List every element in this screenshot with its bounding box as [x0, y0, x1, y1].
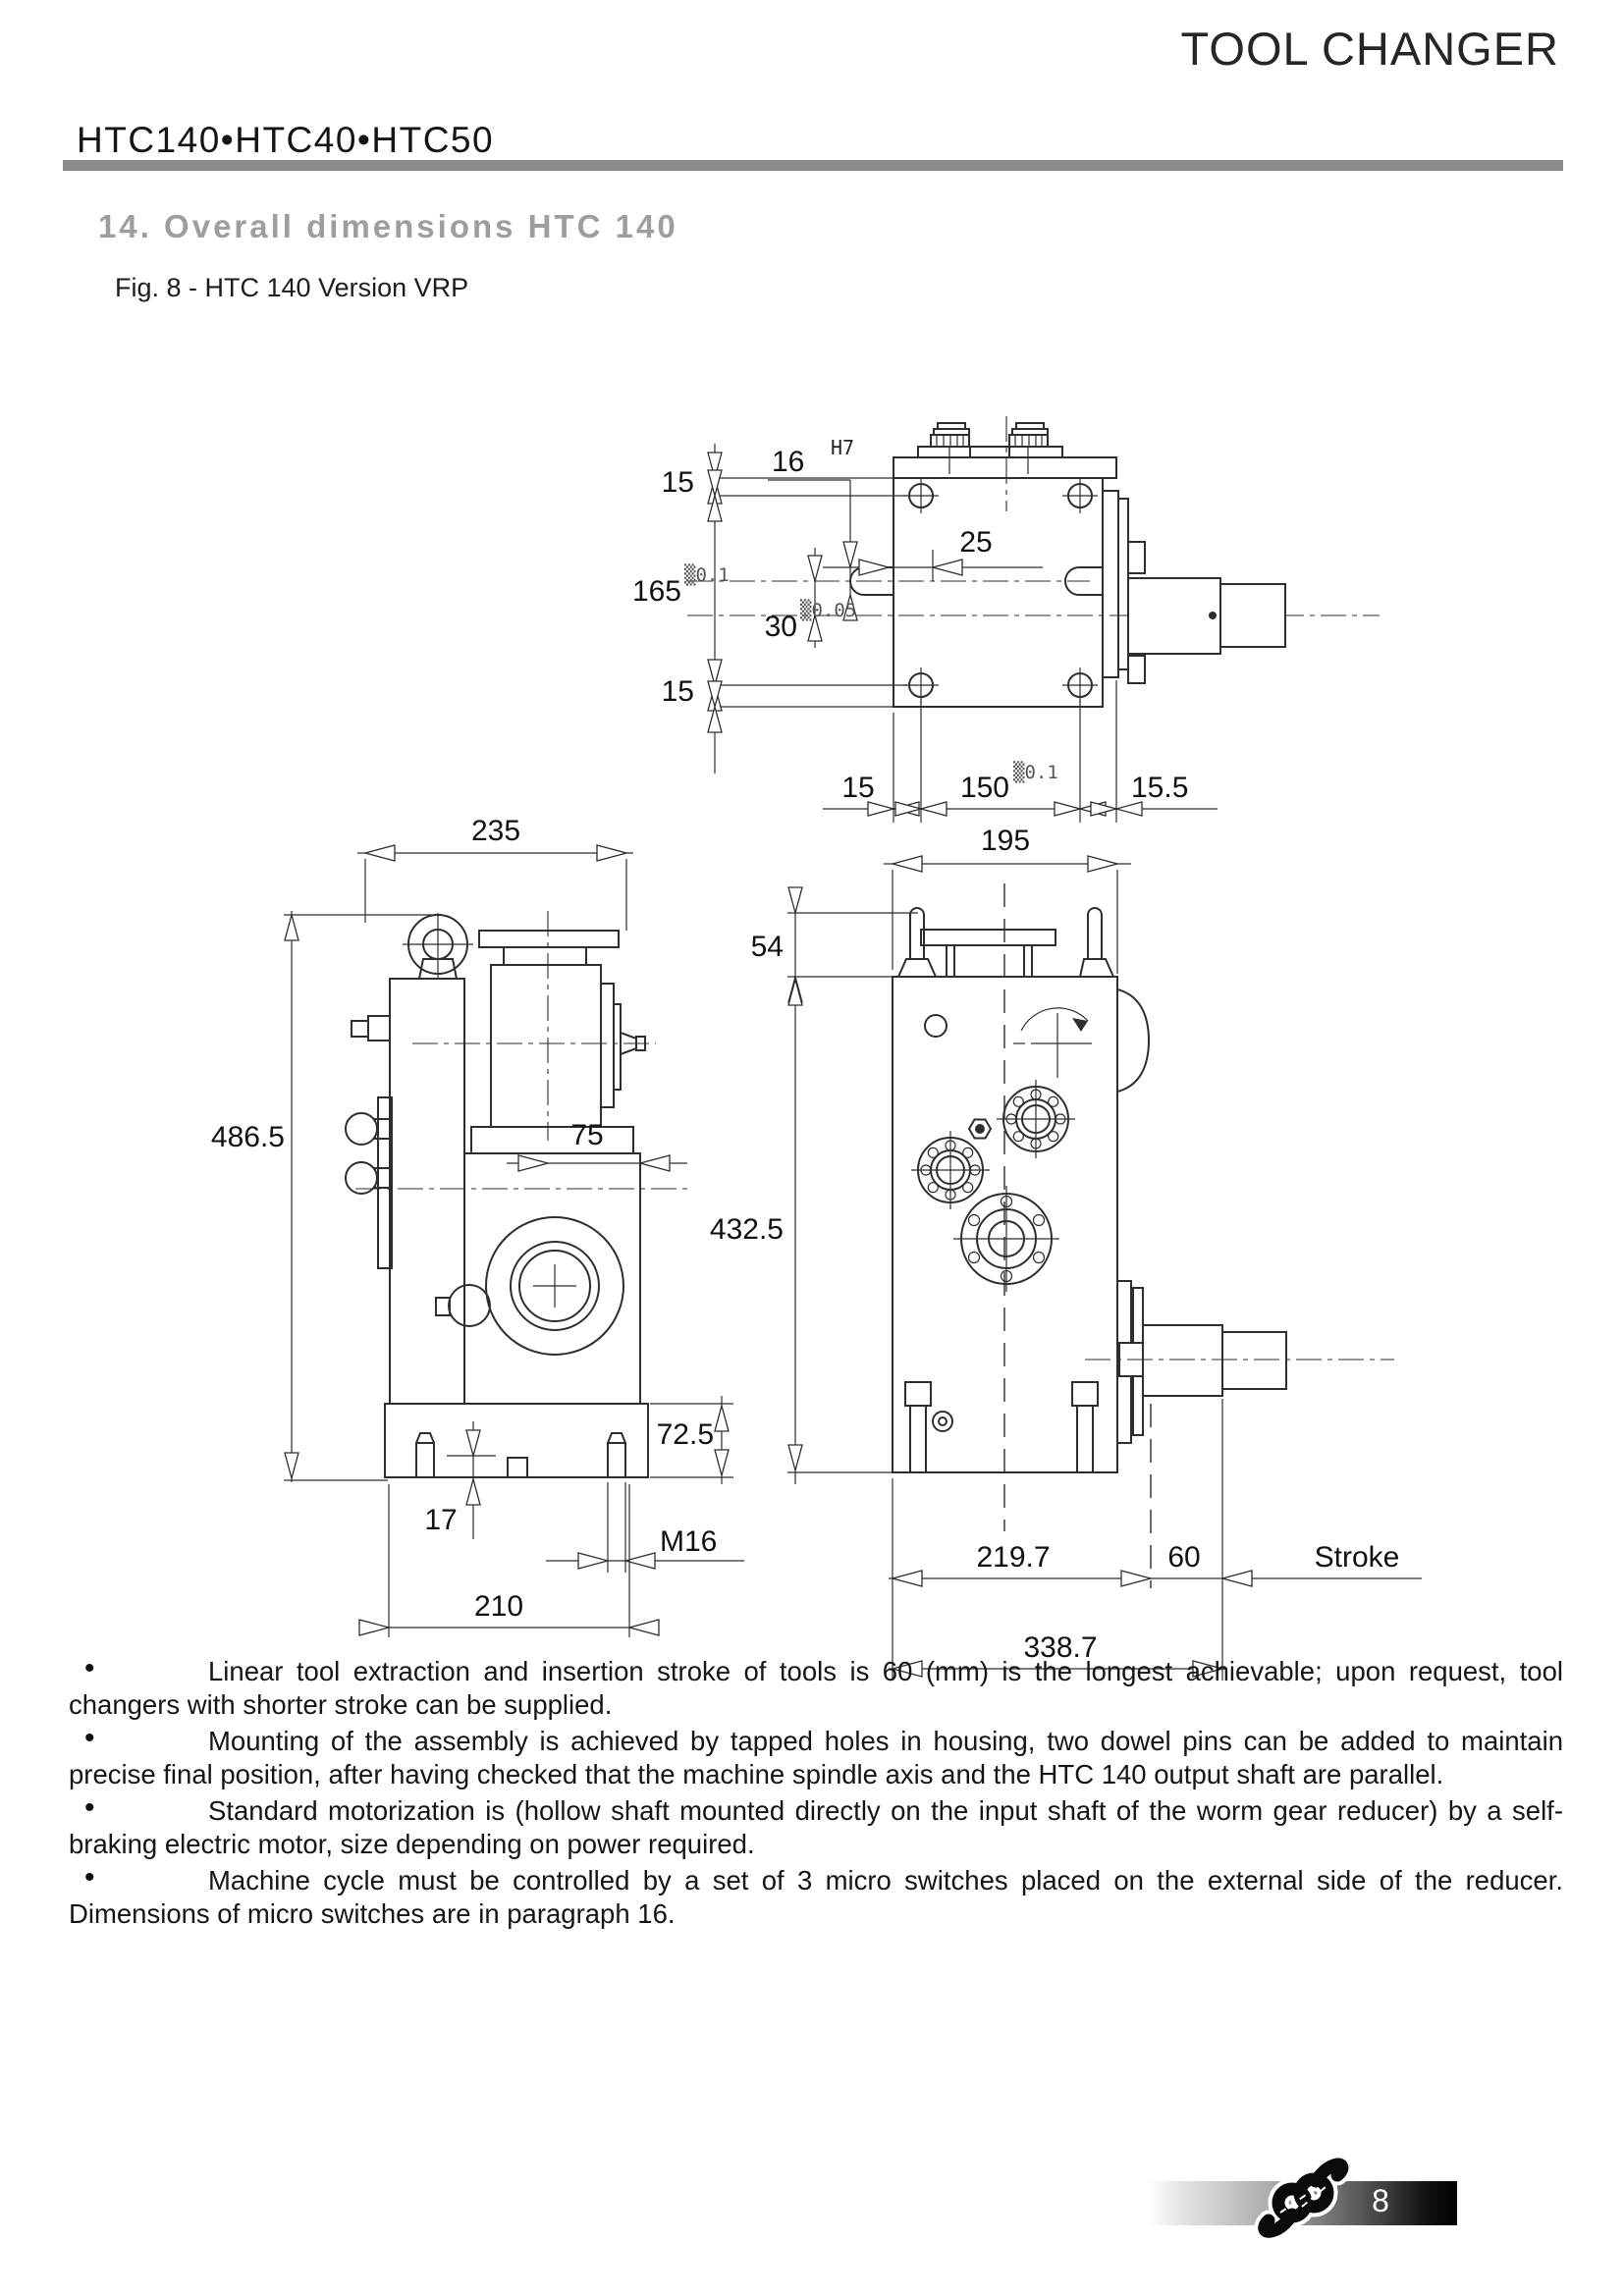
note-text: Standard motorization is (hollow shaft mounted directly on the input shaft of the worm gear reducer) by a self-braking electric motor, size depending on power required.: [69, 1795, 1563, 1859]
document-title: TOOL CHANGER: [1180, 23, 1559, 75]
side-connectors: [346, 1016, 392, 1268]
note-text: Machine cycle must be controlled by a set of 3 micro switches placed on the external side of the reducer. Dimensions of micro switches are in paragraph 16.: [69, 1865, 1563, 1929]
dim-side-hole-pitch: 210: [473, 1590, 524, 1623]
dim-rear-hole-pitch-tol: ▒0.1: [1013, 762, 1058, 783]
notes-list: [69, 1652, 1563, 1934]
dim-rear-vertical-pitch-tol: ▒0.1: [684, 564, 730, 586]
connector-stud-left: [931, 423, 969, 474]
note-item: [69, 1791, 1563, 1861]
note-item: [69, 1722, 1563, 1791]
dim-side-base-height: 72.5: [656, 1418, 714, 1451]
rear-view-drawing: [632, 416, 1380, 823]
dim-side-width: 235: [470, 815, 521, 847]
dim-rear-hole-left: 15: [841, 772, 875, 804]
bullet-marker: •: [84, 1652, 95, 1684]
dim-front-body-length: 219.7: [976, 1541, 1051, 1574]
bullet-marker: •: [84, 1861, 95, 1894]
dim-side-thread: M16: [660, 1525, 718, 1558]
brand-logo: [1253, 2158, 1351, 2244]
dim-rear-bottom-edge: 15: [661, 675, 694, 708]
dim-front-stroke-label: Stroke: [1314, 1541, 1400, 1574]
output-shaft: [1117, 1281, 1286, 1443]
dim-front-eyebolt-height: 54: [750, 931, 784, 963]
dim-rear-top-edge: 15: [661, 466, 694, 499]
note-item: [69, 1861, 1563, 1931]
dim-side-height: 486.5: [210, 1121, 285, 1153]
dim-rear-bore: 16: [772, 446, 805, 478]
electric-motor: [479, 931, 645, 1127]
dim-rear-axis-offset: 30: [764, 611, 797, 643]
dim-rear-bore-fit: H7: [831, 436, 855, 459]
note-item: [69, 1652, 1563, 1722]
dim-rear-axis-offset-tol: ▒0.05: [800, 600, 857, 621]
lifting-handle: [898, 908, 1113, 977]
dim-rear-slot: 25: [959, 526, 993, 559]
note-text: Linear tool extraction and insertion stroke of tools is 60 (mm) is the longest achievable; upon request, tool changers with shorter stroke can be supplied.: [69, 1656, 1563, 1720]
figure-caption: Fig. 8 - HTC 140 Version VRP: [115, 273, 469, 302]
dim-front-height: 432.5: [709, 1213, 784, 1246]
page-number: 8: [1372, 2183, 1389, 2218]
dim-side-foot: 17: [424, 1504, 458, 1536]
bullet-marker: •: [84, 1722, 95, 1754]
dim-side-center-offset: 75: [570, 1119, 604, 1151]
dim-front-stroke: 60: [1167, 1541, 1201, 1574]
note-text: Mounting of the assembly is achieved by tapped holes in housing, two dowel pins can be added to maintain precise final position, after having checked that the machine spindle axis and the HTC 140 output shaft are parallel.: [69, 1726, 1563, 1789]
dim-rear-hole-pitch: 150: [959, 772, 1009, 804]
model-list: HTC140•HTC40•HTC50: [77, 120, 495, 160]
dim-rear-hole-right: 15.5: [1131, 772, 1189, 804]
dim-front-width: 195: [980, 825, 1031, 857]
section-title: 14. Overall dimensions HTC 140: [98, 208, 678, 244]
bullet-marker: •: [84, 1791, 95, 1824]
connector-stud-right: [1009, 423, 1048, 474]
eye-bolt: [403, 913, 473, 979]
dim-front-total-length: 338.7: [1023, 1631, 1098, 1664]
front-view-drawing: [710, 825, 1422, 1681]
dim-rear-vertical-pitch: 165: [631, 575, 681, 608]
side-view-drawing: [211, 815, 744, 1637]
